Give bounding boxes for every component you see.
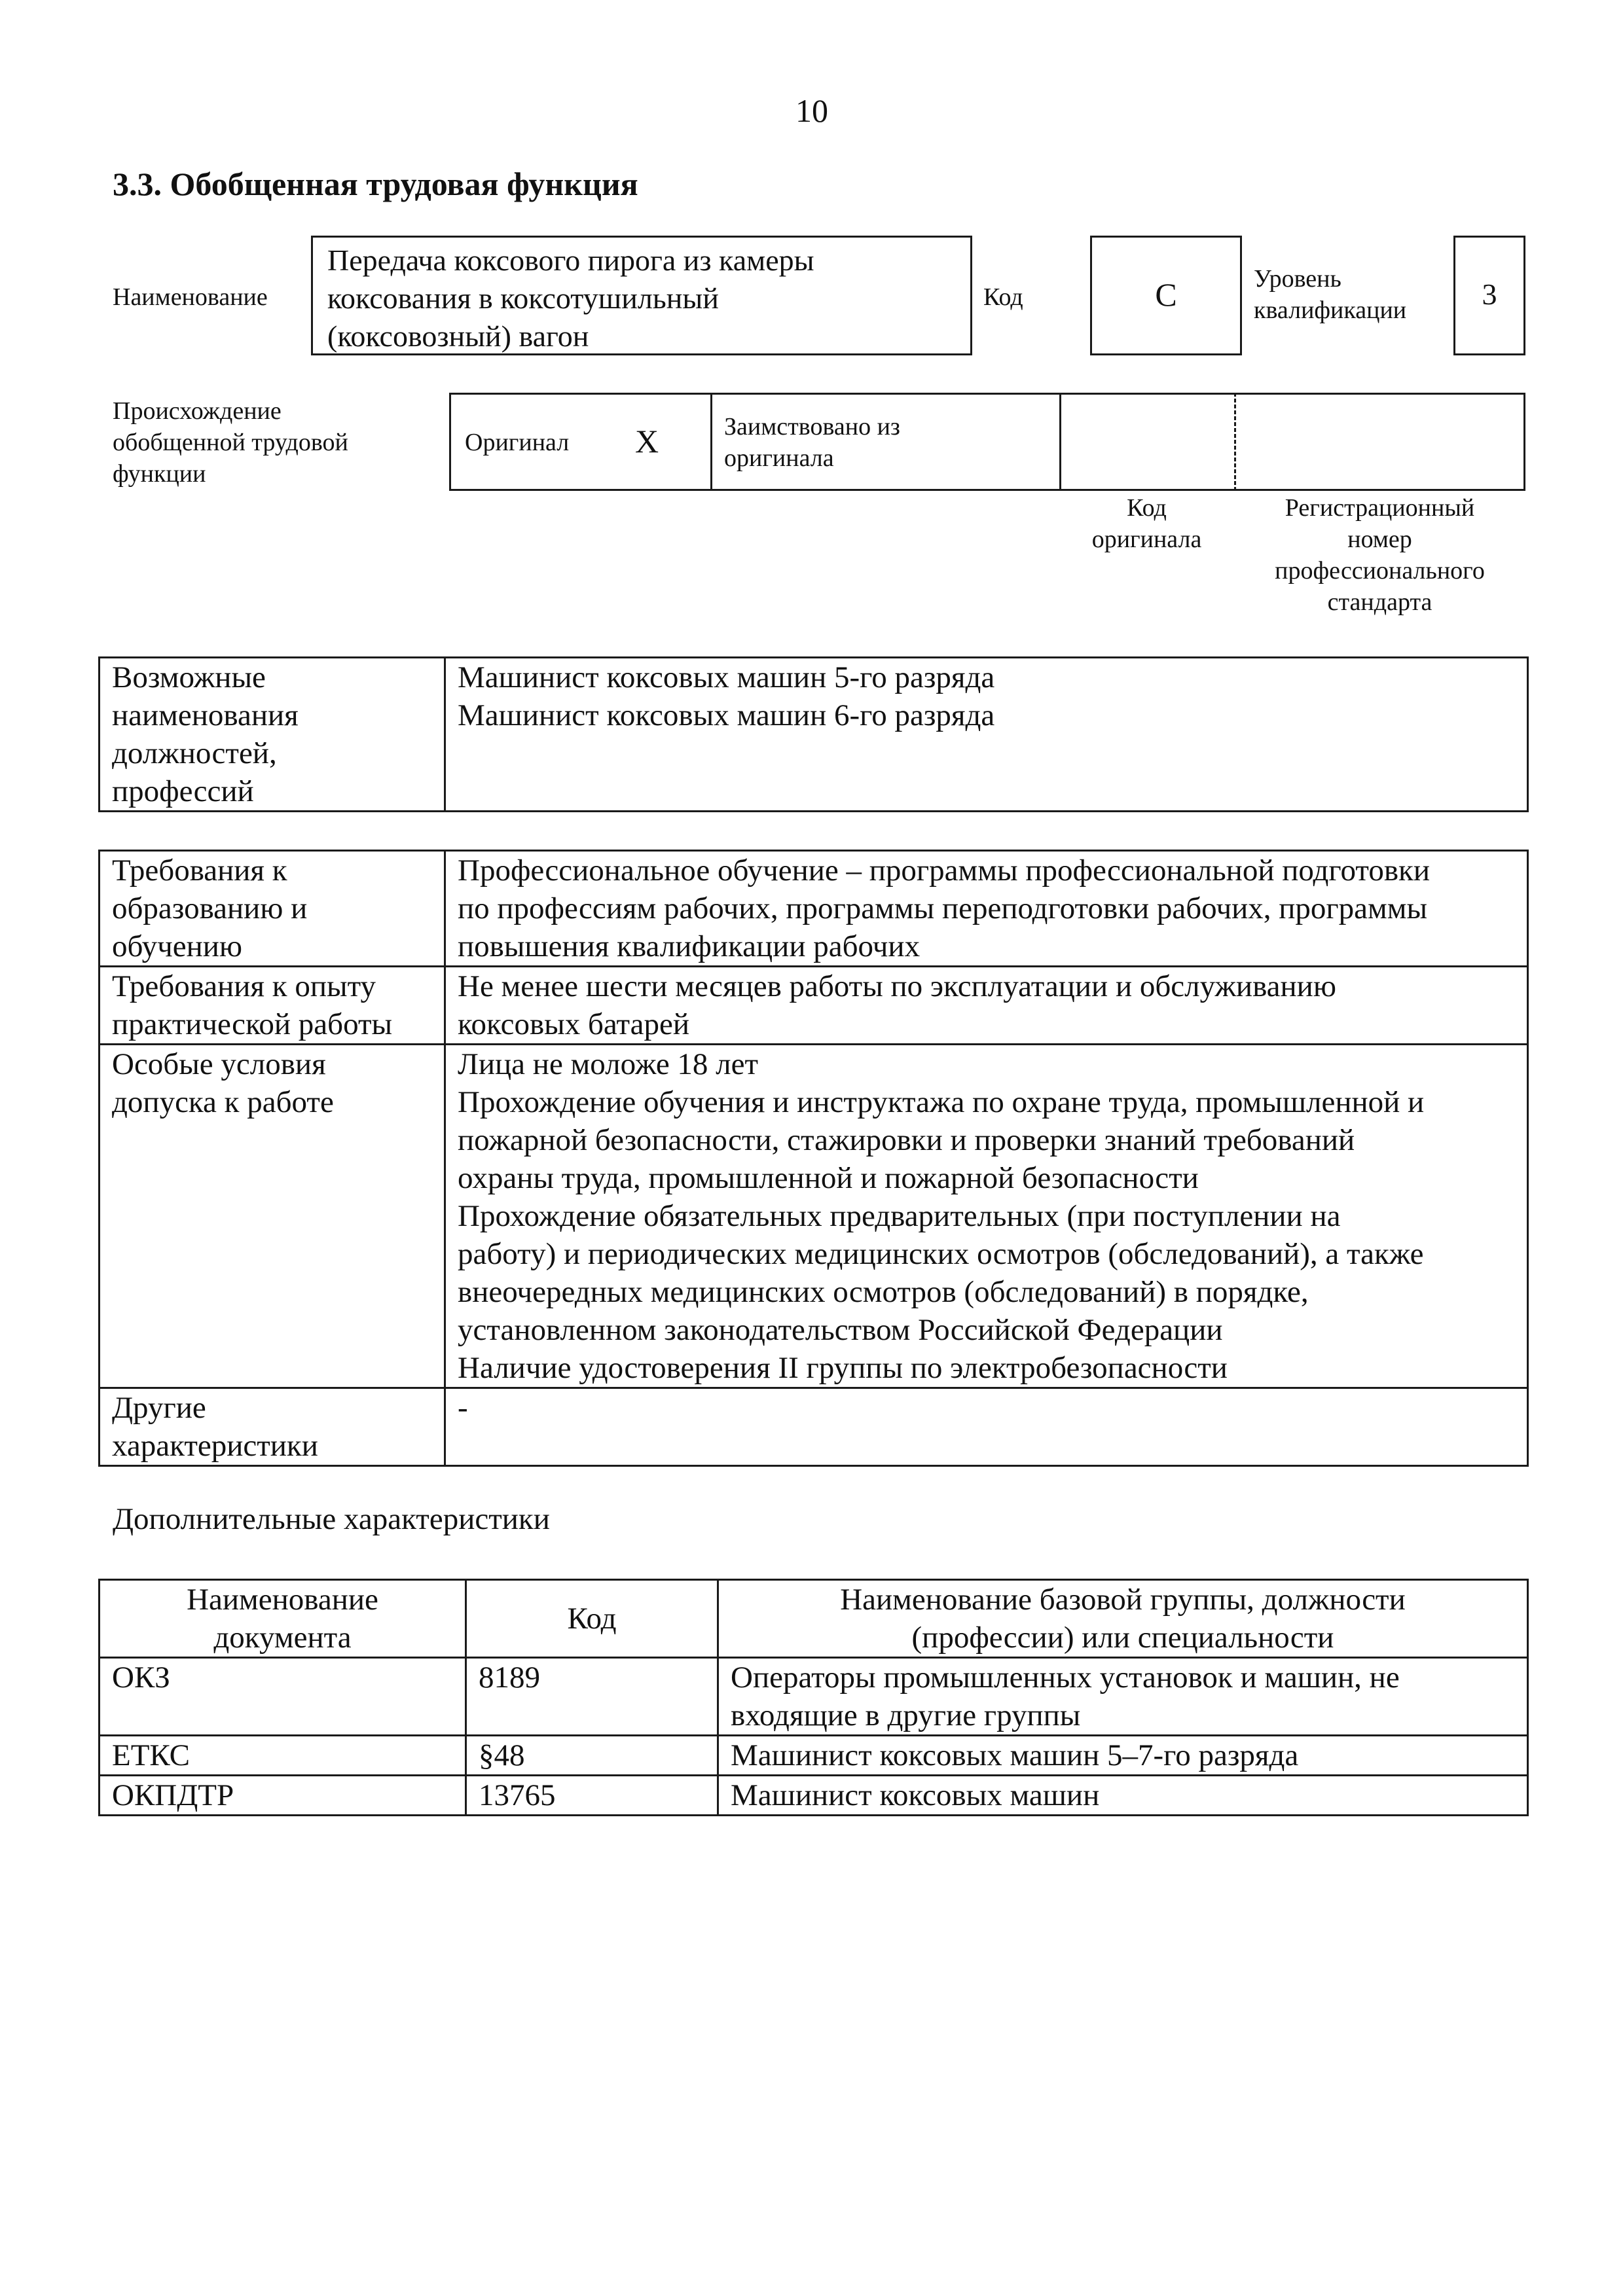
name-value-line: (коксовозный) вагон	[327, 319, 589, 353]
level-box	[1453, 236, 1525, 355]
table-row	[100, 1776, 1528, 1816]
caption-code: Код оригинала	[1091, 494, 1202, 553]
borrowed-label: Заимствовано из оригинала	[724, 413, 900, 472]
header-doc: Наименование документа	[100, 1580, 466, 1658]
positions-row	[100, 658, 1528, 812]
original-label: Оригинал	[465, 429, 570, 456]
caption-reg: Регистрационный номер профессионального стандарта	[1275, 494, 1485, 616]
positions-table	[98, 656, 1529, 812]
table-row	[100, 1658, 1528, 1736]
requirement-row-education	[100, 851, 1528, 967]
code-box	[1090, 236, 1242, 355]
name-value-line: Передача коксового пирога из камеры	[327, 243, 814, 277]
header-code: Код	[466, 1580, 718, 1658]
level-label: Уровень квалификации	[1254, 265, 1407, 324]
name-label: Наименование	[113, 283, 268, 311]
origin-box	[449, 393, 1525, 491]
name-value-line: коксования в коксотушильный	[327, 281, 719, 315]
section-title: 3.3. Обобщенная трудовая функция	[113, 166, 638, 202]
code-value: C	[1155, 276, 1177, 313]
row-doc: ОКЗ	[100, 1658, 466, 1736]
requirement-label: Другие характеристики	[100, 1388, 445, 1466]
requirement-row-experience	[100, 967, 1528, 1045]
row-name: Машинист коксовых машин 5–7-го разряда	[718, 1736, 1528, 1776]
row-name: Операторы промышленных установок и машин, не входящие в другие группы	[718, 1658, 1528, 1736]
row-code: §48	[466, 1736, 718, 1776]
row-name: Машинист коксовых машин	[718, 1776, 1528, 1816]
header-name: Наименование базовой группы, должности (профессии) или специальности	[718, 1580, 1528, 1658]
additional-title: Дополнительные характеристики	[113, 1502, 550, 1536]
requirement-row-admission	[100, 1045, 1528, 1388]
requirement-value: Профессиональное обучение – программы профессиональной подготовки по профессиям рабочих, программы переподготовки рабочих, программы повышения квалификации рабочих	[445, 851, 1528, 967]
code-label: Код	[983, 283, 1023, 311]
requirement-label: Особые условия допуска к работе	[100, 1045, 445, 1388]
additional-table	[98, 1579, 1529, 1816]
requirement-row-other	[100, 1388, 1528, 1466]
name-value-box	[311, 236, 972, 355]
positions-label: Возможные наименования должностей, профессий	[100, 658, 445, 812]
requirement-value: -	[445, 1388, 1528, 1466]
row-doc: ОКПДТР	[100, 1776, 466, 1816]
row-code: 8189	[466, 1658, 718, 1736]
requirements-table	[98, 850, 1529, 1467]
requirement-value: Не менее шести месяцев работы по эксплуатации и обслуживанию коксовых батарей	[445, 967, 1528, 1045]
origin-label: Происхождение обобщенной трудовой функции	[113, 397, 348, 488]
page-number: 10	[795, 92, 828, 129]
requirement-label: Требования к образованию и обучению	[100, 851, 445, 967]
row-code: 13765	[466, 1776, 718, 1816]
positions-values: Машинист коксовых машин 5-го разряда Машинист коксовых машин 6-го разряда	[445, 658, 1528, 812]
additional-header-row	[100, 1580, 1528, 1658]
requirement-label: Требования к опыту практической работы	[100, 967, 445, 1045]
table-row	[100, 1736, 1528, 1776]
row-doc: ЕТКС	[100, 1736, 466, 1776]
level-value: 3	[1482, 278, 1497, 311]
requirement-value: Лица не моложе 18 лет Прохождение обучения и инструктажа по охране труда, промышленной и пожарной безопасности, стажировки и проверки знаний требований охраны труда, промышленной и пожарной безопасности Прохождение обязательных предварительных (при поступлении на работу) и периодических медицинских осмотров (обследований), а также внеочередных медицинских осмотров (обследований) в порядке, установленном законодательством Российской Федерации Наличие удостоверения II группы по электробезопасности	[445, 1045, 1528, 1388]
original-mark: X	[635, 423, 659, 459]
